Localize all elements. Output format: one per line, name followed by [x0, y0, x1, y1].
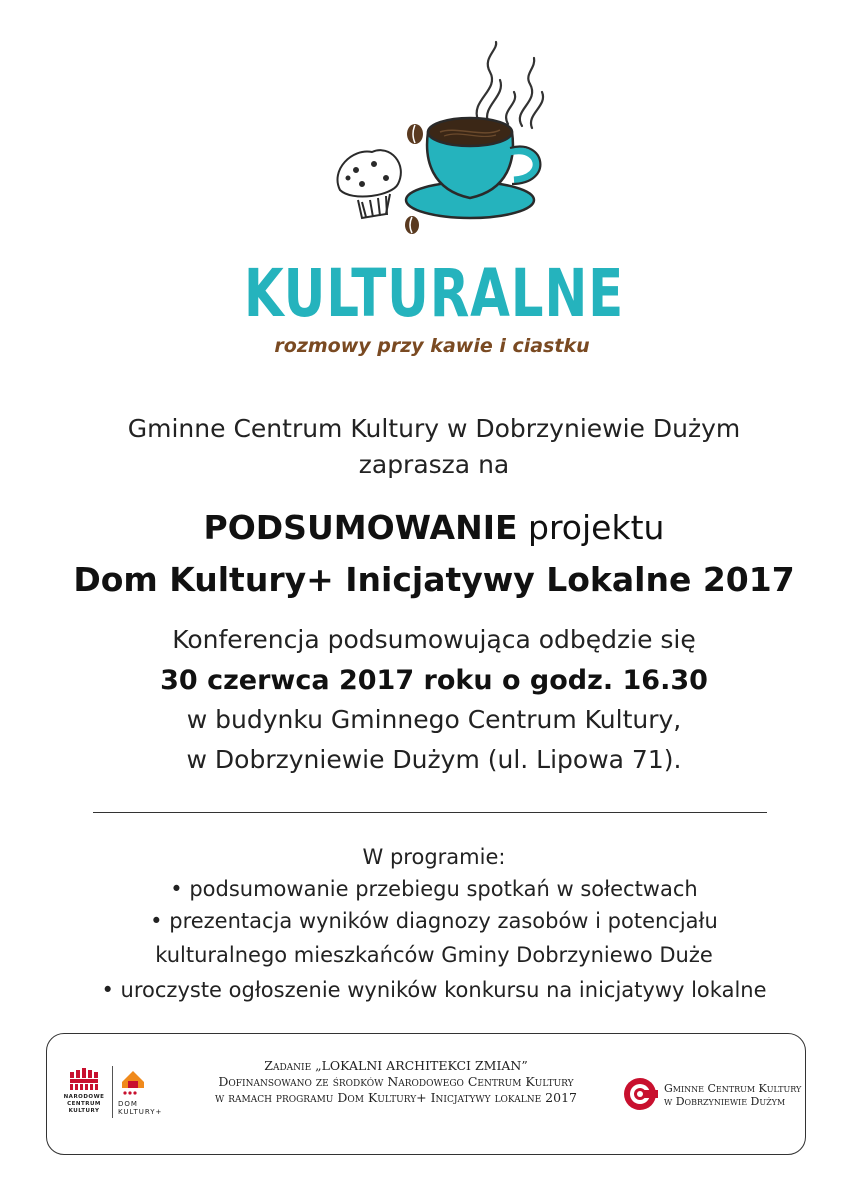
- conference-intro: Konferencja podsumowująca odbędzie się: [172, 625, 696, 654]
- program-item: • podsumowanie przebiegu spotkań w sołectwach: [170, 877, 698, 901]
- funding-line: w ramach programu Dom Kultury+ Inicjatywy lokalne 2017: [214, 1090, 577, 1105]
- event-title-line2: Dom Kultury+ Inicjatywy Lokalne 2017: [73, 560, 795, 599]
- kulturalne-logo: [0, 40, 868, 370]
- funding-info: [190, 1058, 602, 1106]
- dom-kultury-logo-icon: [118, 1066, 148, 1096]
- funding-line: Dofinansowano ze środków Narodowego Centrum Kultury: [218, 1074, 574, 1089]
- cupcake-icon: [338, 150, 401, 218]
- funding-line: Zadanie „LOKALNI ARCHITEKCI ZMIAN”: [264, 1058, 528, 1073]
- conference-address: w Dobrzyniewie Dużym (ul. Lipowa 71).: [186, 745, 682, 774]
- coffee-cup-icon: [406, 118, 540, 218]
- organizer-text: Gminne Centrum Kultury w Dobrzyniewie Dużym: [127, 414, 741, 443]
- program-title: W programie:: [362, 845, 506, 869]
- program-item: • prezentacja wyników diagnozy zasobów i potencjału: [150, 909, 718, 933]
- event-title-rest: projektu: [517, 508, 665, 547]
- ncki-label-line: NARODOWE: [63, 1094, 105, 1100]
- dom-kultury-label: [118, 1100, 162, 1116]
- section-divider: [93, 812, 767, 813]
- steam-icon: [477, 42, 543, 128]
- gck-label-line: w Dobrzyniewie Dużym: [664, 1095, 786, 1108]
- program-item: kulturalnego mieszkańców Gminy Dobrzyniewo Duże: [155, 943, 713, 967]
- logo-tagline: rozmowy przy kawie i ciastku: [274, 335, 590, 357]
- dk-label-line: KULTURY+: [118, 1108, 163, 1116]
- conference-venue: w budynku Gminnego Centrum Kultury,: [186, 705, 682, 734]
- gck-label: [664, 1082, 801, 1108]
- ncki-label-line: KULTURY: [68, 1108, 100, 1114]
- gck-logo-icon: [622, 1076, 658, 1112]
- conference-date: 30 czerwca 2017 roku o godz. 16.30: [160, 665, 708, 696]
- invite-text: zaprasza na: [358, 450, 510, 479]
- event-title-strong: PODSUMOWANIE: [203, 508, 518, 547]
- dk-label-line: DOM: [118, 1100, 138, 1108]
- program-item: • uroczyste ogłoszenie wyników konkursu na inicjatywy lokalne: [101, 978, 767, 1002]
- ncki-label: [60, 1094, 108, 1115]
- gck-label-line: Gminne Centrum Kultury: [664, 1082, 802, 1095]
- event-title-line1: [0, 506, 868, 550]
- logo-title: KULTURALNE: [243, 254, 625, 332]
- logo-separator: [112, 1066, 113, 1118]
- ncki-label-line: CENTRUM: [67, 1101, 101, 1107]
